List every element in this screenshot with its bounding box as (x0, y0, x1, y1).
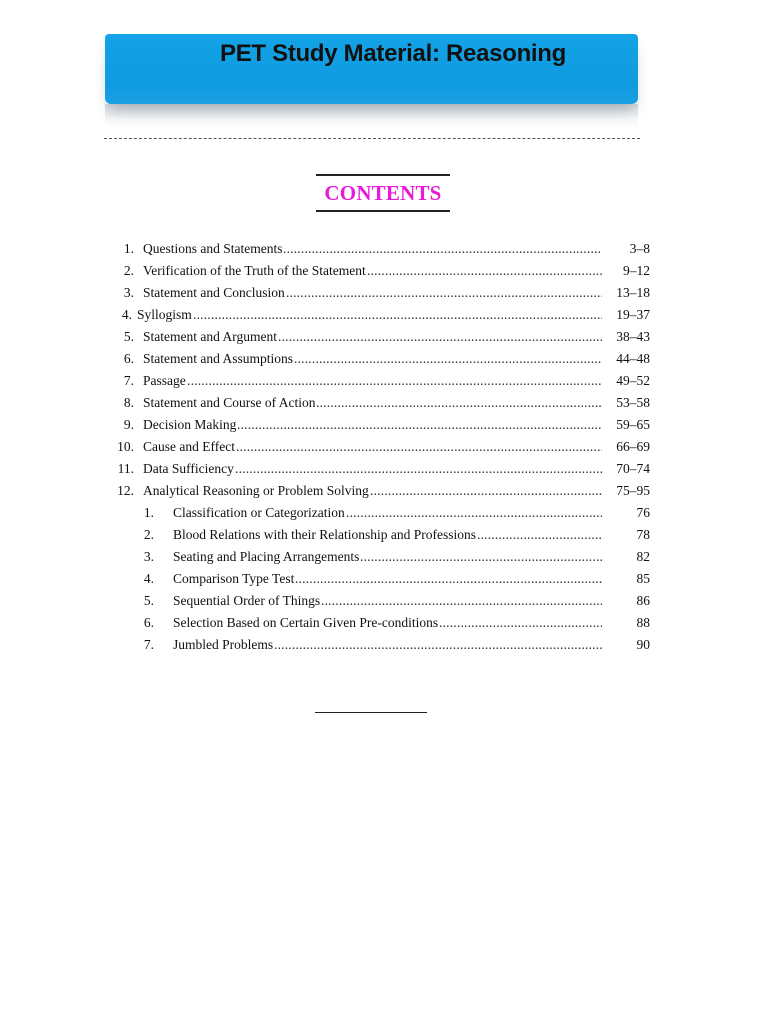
end-rule (315, 712, 427, 713)
toc-entry-title: Decision Making (143, 417, 237, 432)
toc-entry (0, 370, 650, 392)
toc-leader-dots (360, 546, 602, 568)
toc-entry-number: 9. (123, 417, 134, 432)
toc-entry-number: 7. (123, 373, 134, 388)
toc-entry-title: Passage (143, 373, 186, 388)
toc-entry (0, 348, 650, 370)
toc-entry (0, 326, 650, 348)
toc-subentry (0, 546, 650, 568)
toc-entry-title: Statement and Assumptions (143, 351, 293, 366)
toc-subentry (0, 524, 650, 546)
toc-entry (0, 238, 650, 260)
toc-entry-title: Statement and Course of Action (143, 395, 316, 410)
toc-leader-dots (370, 480, 602, 502)
toc-leader-dots (294, 348, 602, 370)
toc-entry-number: 2. (143, 527, 154, 542)
toc-entry-page: 13–18 (616, 285, 650, 300)
toc-entry-number: 1. (123, 241, 134, 256)
contents-heading: CONTENTS (324, 181, 442, 205)
toc-leader-dots (236, 436, 602, 458)
toc-entry-page: 75–95 (616, 483, 650, 498)
toc-leader-dots (187, 370, 602, 392)
toc-entry (0, 304, 650, 326)
toc-entry-page: 88 (636, 615, 650, 630)
toc-entry-title: Classification or Categorization (173, 505, 345, 520)
toc-entry-number: 5. (143, 593, 154, 608)
toc-leader-dots (283, 238, 602, 260)
toc-entry-title: Questions and Statements (143, 241, 283, 256)
toc-entry (0, 282, 650, 304)
toc-entry-number: 5. (123, 329, 134, 344)
toc-entry-number: 6. (143, 615, 154, 630)
toc-entry-title: Comparison Type Test (173, 571, 295, 586)
toc-entry (0, 260, 650, 282)
toc-leader-dots (193, 304, 602, 326)
toc-leader-dots (274, 634, 602, 656)
toc-entry (0, 436, 650, 458)
toc-entry-number: 10. (117, 439, 134, 454)
toc-entry-title: Sequential Order of Things (173, 593, 321, 608)
toc-entry-page: 76 (636, 505, 650, 520)
toc-leader-dots (286, 282, 602, 304)
toc-entry-page: 9–12 (623, 263, 650, 278)
toc-entry-page: 78 (636, 527, 650, 542)
toc-entry (0, 414, 650, 436)
toc-leader-dots (346, 502, 602, 524)
toc-entry-page: 44–48 (616, 351, 650, 366)
toc-entry-page: 82 (636, 549, 650, 564)
toc-leader-dots (235, 458, 602, 480)
toc-entry-page: 38–43 (616, 329, 650, 344)
toc-entry-number: 7. (143, 637, 154, 652)
contents-heading-box (316, 174, 450, 212)
toc-entry (0, 458, 650, 480)
toc-entry-title: Seating and Placing Arrangements (173, 549, 360, 564)
toc-entry-page: 70–74 (616, 461, 650, 476)
toc-entry-page: 85 (636, 571, 650, 586)
toc-leader-dots (439, 612, 602, 634)
toc-entry-page: 53–58 (616, 395, 650, 410)
dashed-divider (104, 138, 640, 139)
toc-entry-number: 4. (143, 571, 154, 586)
toc-subentry (0, 612, 650, 634)
toc-entry-title: Statement and Conclusion (143, 285, 285, 300)
toc-entry (0, 480, 650, 502)
toc-subentry (0, 502, 650, 524)
toc-entry-title: Verification of the Truth of the Statement (143, 263, 366, 278)
toc-subentry (0, 568, 650, 590)
toc-entry-page: 90 (636, 637, 650, 652)
toc-entry-title: Syllogism (137, 307, 192, 322)
toc-entry-title: Blood Relations with their Relationship and Professions (173, 527, 476, 542)
toc-entry-title: Data Sufficiency (143, 461, 234, 476)
toc-entry-title: Selection Based on Certain Given Pre-conditions (173, 615, 439, 630)
toc-entry-number: 3. (143, 549, 154, 564)
toc-leader-dots (278, 326, 602, 348)
toc-leader-dots (237, 414, 602, 436)
toc-entry-number: 11. (117, 461, 134, 476)
toc-entry (0, 392, 650, 414)
toc-entry-number: 6. (123, 351, 134, 366)
toc-leader-dots (295, 568, 602, 590)
toc-leader-dots (321, 590, 602, 612)
toc-entry-page: 86 (636, 593, 650, 608)
toc-entry-title: Cause and Effect (143, 439, 235, 454)
toc-entry-page: 66–69 (616, 439, 650, 454)
toc-leader-dots (477, 524, 602, 546)
toc-leader-dots (316, 392, 602, 414)
toc-entry-page: 3–8 (629, 241, 650, 256)
toc-entry-number: 1. (143, 505, 154, 520)
toc-subentry (0, 590, 650, 612)
toc-entry-page: 19–37 (616, 307, 650, 322)
toc-entry-title: Statement and Argument (143, 329, 277, 344)
toc-entry-number: 3. (123, 285, 134, 300)
toc-subentry (0, 634, 650, 656)
toc-entry-number: 2. (123, 263, 134, 278)
toc-entry-number: 12. (117, 483, 134, 498)
toc-entry-title: Analytical Reasoning or Problem Solving (143, 483, 369, 498)
banner-shadow (105, 104, 638, 128)
toc-leader-dots (367, 260, 602, 282)
toc-entry-number: 4. (121, 307, 132, 322)
toc-entry-page: 49–52 (616, 373, 650, 388)
document-title: PET Study Material: Reasoning (219, 40, 567, 67)
toc-entry-page: 59–65 (616, 417, 650, 432)
toc-entry-title: Jumbled Problems (173, 637, 274, 652)
toc-entry-number: 8. (123, 395, 134, 410)
